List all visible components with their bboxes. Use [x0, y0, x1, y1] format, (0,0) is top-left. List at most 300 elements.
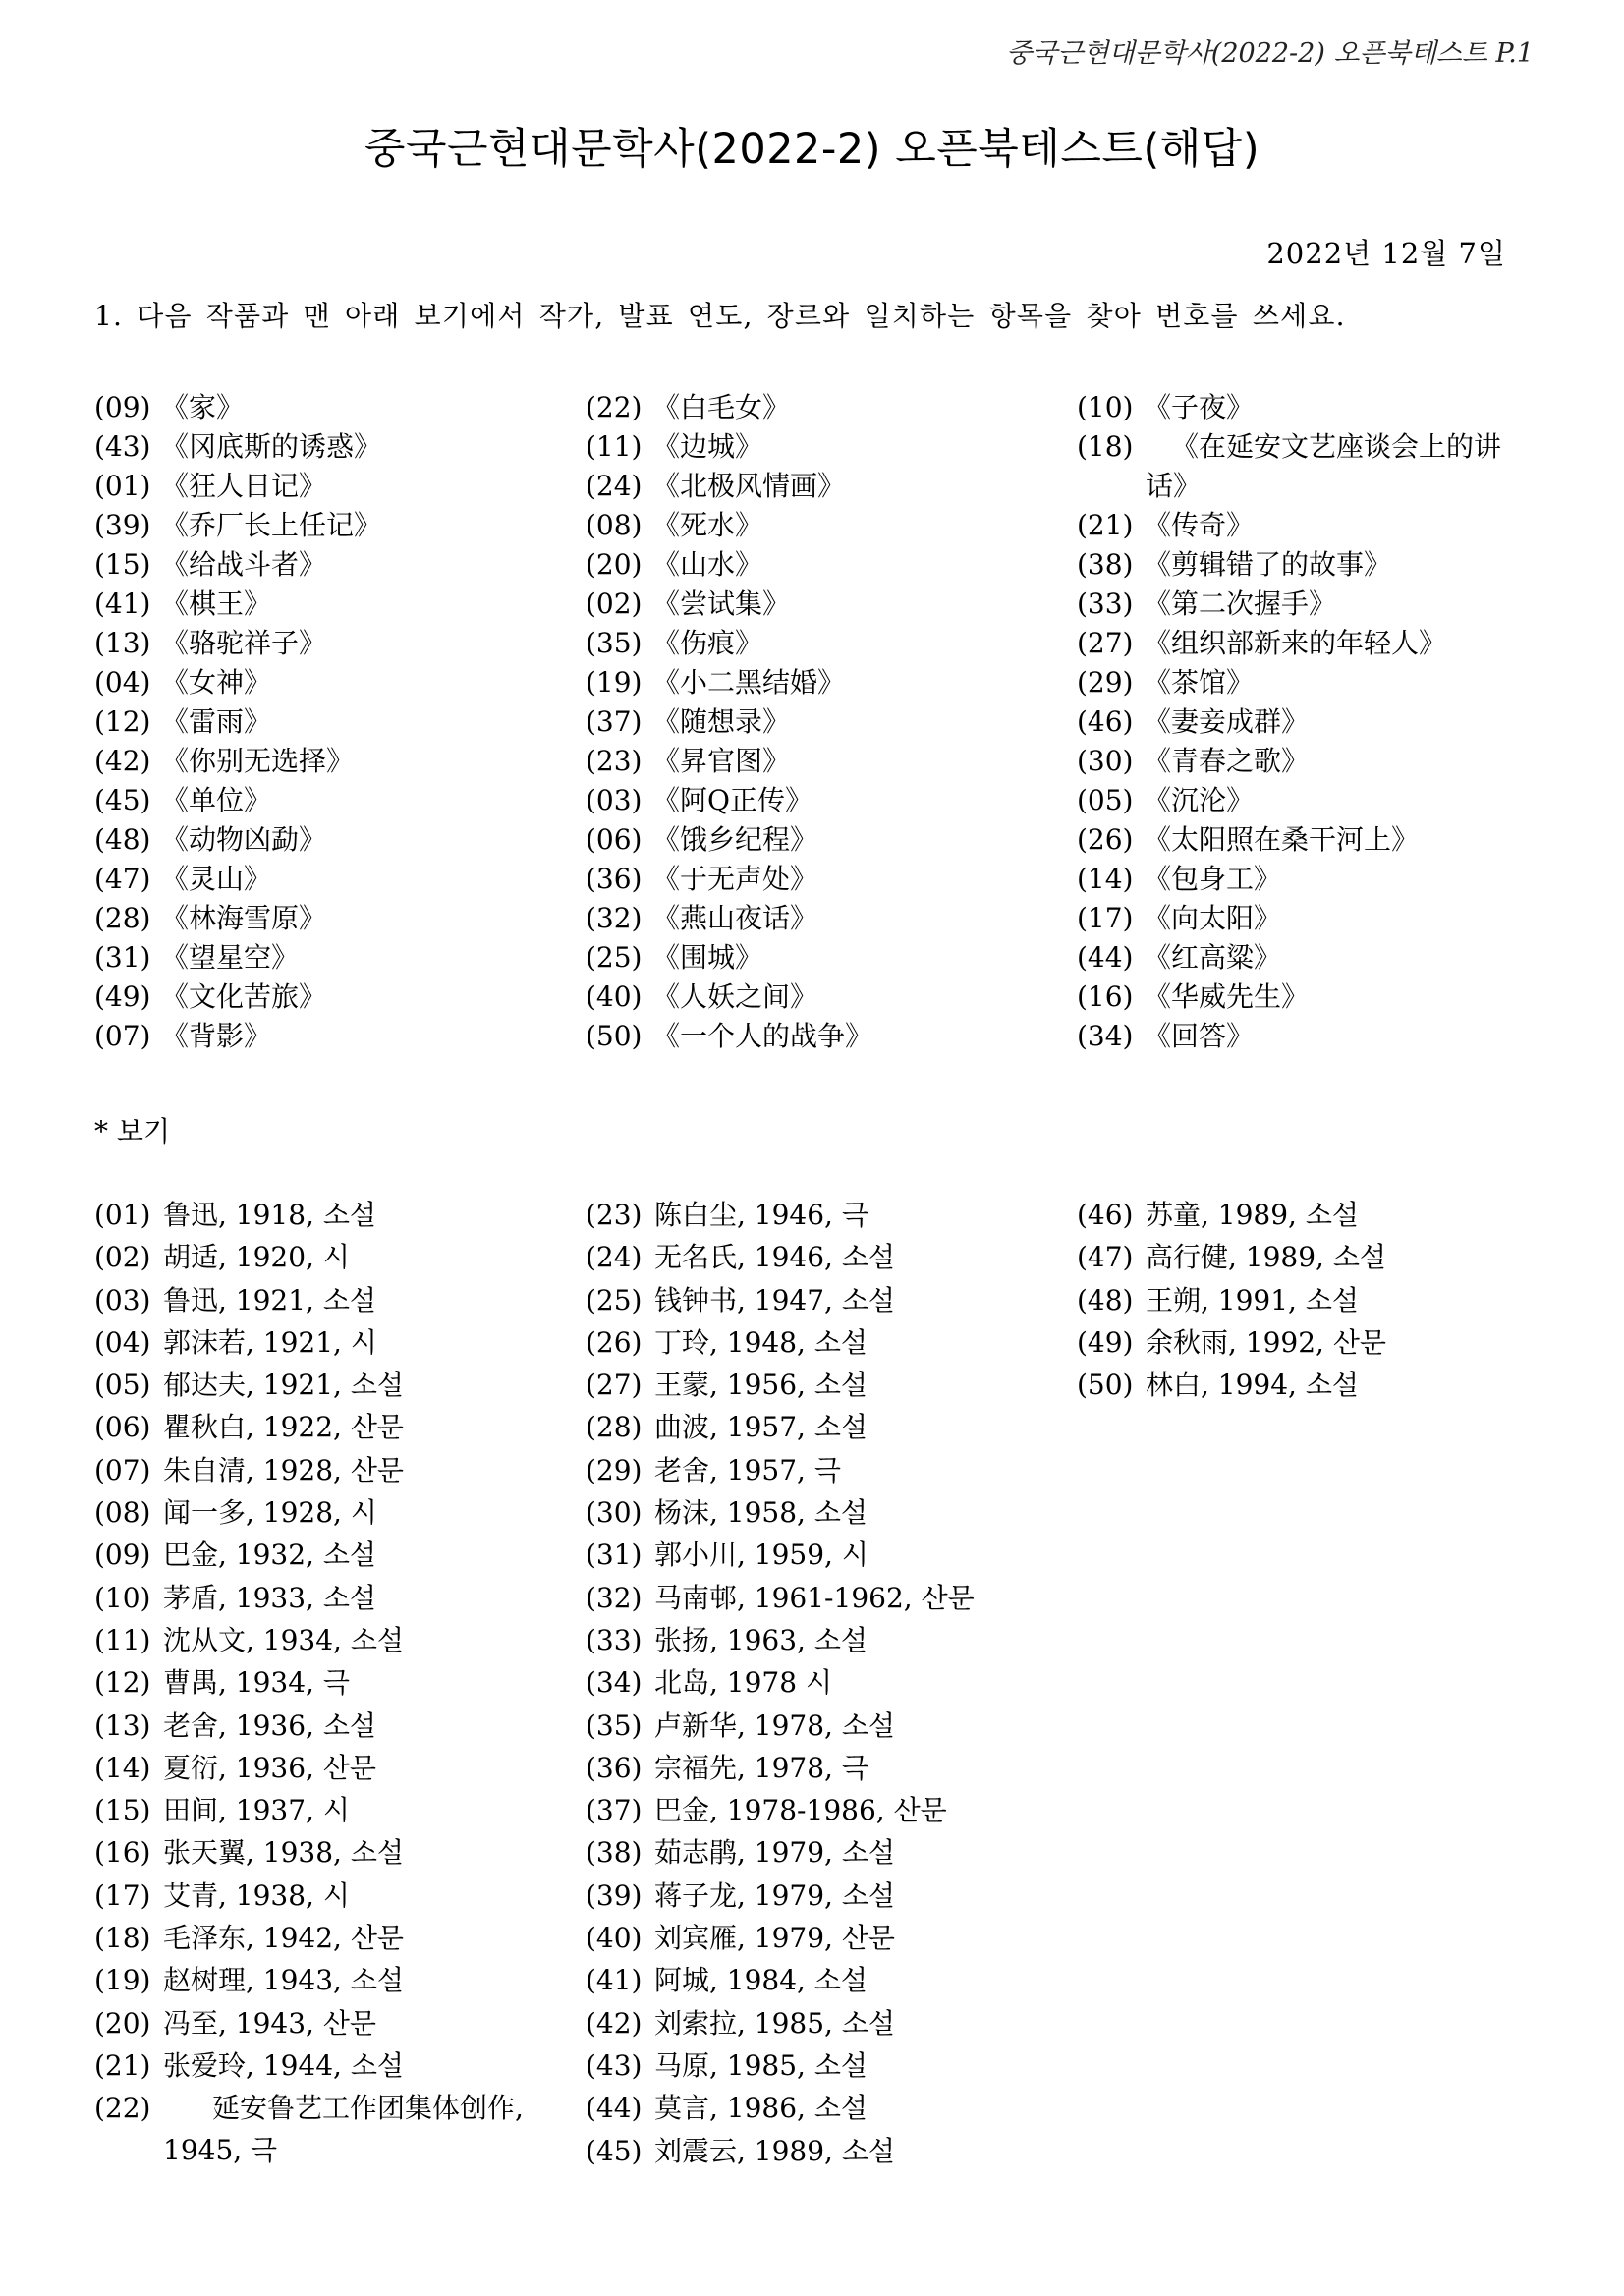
- option-item: [586, 1705, 1077, 1747]
- work-item: [586, 860, 1077, 899]
- option-text: 杨沫, 1958, 소설: [654, 1496, 868, 1530]
- work-title: 《伤痕》: [652, 627, 763, 659]
- work-item: [586, 899, 1077, 938]
- work-answer-number: (50): [586, 1020, 643, 1052]
- option-text: 苏童, 1989, 소설: [1146, 1199, 1359, 1231]
- option-item: [94, 1959, 586, 2001]
- work-title: 《于无声处》: [652, 863, 818, 895]
- option-text: 闻一多, 1928, 시: [163, 1496, 377, 1530]
- option-text: 马原, 1985, 소설: [654, 2048, 868, 2082]
- work-answer-number: (10): [1077, 391, 1134, 423]
- work-item: [586, 663, 1077, 702]
- work-item: [94, 938, 586, 978]
- work-answer-number: (13): [94, 627, 151, 659]
- work-item: [94, 545, 586, 585]
- option-number: (07): [94, 1453, 151, 1486]
- option-item: [586, 1619, 1077, 1661]
- work-item: [1077, 388, 1548, 427]
- work-title: 《女神》: [161, 666, 272, 699]
- option-text: 刘索拉, 1985, 소설: [654, 2006, 895, 2040]
- work-item: [1077, 899, 1548, 938]
- option-number: (05): [94, 1369, 151, 1402]
- option-text: 丁玲, 1948, 소설: [654, 1325, 868, 1359]
- work-item: [1077, 978, 1548, 1017]
- option-text: 毛泽东, 1942, 산문: [163, 1922, 404, 1955]
- option-text: 胡适, 1920, 시: [163, 1241, 350, 1274]
- work-answer-number: (17): [1077, 902, 1134, 934]
- option-item: [586, 1831, 1077, 1874]
- option-number: (10): [94, 1581, 151, 1614]
- work-answer-number: (15): [94, 548, 151, 581]
- work-title: 《给战斗者》: [161, 548, 327, 581]
- option-number: (29): [586, 1453, 643, 1486]
- work-item: [1077, 506, 1548, 545]
- work-item: [94, 663, 586, 702]
- option-item: [586, 1875, 1077, 1917]
- options-label: * 보기: [94, 1115, 170, 1148]
- work-title: 《家》: [161, 391, 245, 423]
- option-item: [586, 1959, 1077, 2001]
- work-answer-number: (16): [1077, 980, 1134, 1013]
- question-1-text: 1. 다음 작품과 맨 아래 보기에서 작가, 발표 연도, 장르와 일치하는 항목을 찾아 번호를 쓰세요.: [94, 300, 1346, 332]
- work-item: [586, 781, 1077, 820]
- work-title: 《子夜》: [1144, 391, 1255, 423]
- option-text: 曹禺, 1934, 극: [163, 1666, 350, 1700]
- option-item: [94, 1917, 586, 1959]
- work-title: 《乔厂长上任记》: [161, 509, 382, 541]
- work-item: [1077, 860, 1548, 899]
- work-answer-number: (11): [586, 430, 643, 463]
- option-item: [1077, 1194, 1548, 1236]
- work-answer-number: (21): [1077, 509, 1134, 541]
- option-item: [94, 1875, 586, 1917]
- option-text: 宗福先, 1978, 극: [654, 1751, 868, 1784]
- work-item: [94, 978, 586, 1017]
- work-answer-number: (34): [1077, 1020, 1134, 1052]
- work-item: [1077, 820, 1548, 860]
- options-column-2: [586, 1194, 1077, 2172]
- works-column-2: [586, 388, 1077, 1056]
- option-item: [586, 2002, 1077, 2044]
- option-number: (24): [586, 1241, 643, 1274]
- work-item: [94, 899, 586, 938]
- option-number: (19): [94, 1964, 151, 1997]
- option-number: (39): [586, 1878, 643, 1912]
- option-text: 老舍, 1957, 극: [654, 1453, 841, 1486]
- work-item: [94, 427, 586, 467]
- options-column-3: [1077, 1194, 1548, 1406]
- option-number: (23): [586, 1199, 643, 1231]
- work-item: [1077, 663, 1548, 702]
- work-answer-number: (40): [586, 980, 643, 1013]
- option-text: 张爱玲, 1944, 소설: [163, 2048, 404, 2082]
- option-text: 钱钟书, 1947, 소설: [654, 1283, 895, 1316]
- option-text: 曲波, 1957, 소설: [654, 1411, 868, 1444]
- work-title: 《北极风情画》: [652, 470, 846, 502]
- option-number: (06): [94, 1411, 151, 1444]
- work-item: [94, 1017, 586, 1056]
- work-item: [586, 388, 1077, 427]
- work-item: [586, 1017, 1077, 1056]
- option-number: (35): [586, 1708, 643, 1742]
- option-item: [94, 1491, 586, 1534]
- option-number: (45): [586, 2134, 643, 2167]
- option-number: (36): [586, 1751, 643, 1784]
- option-number: (01): [94, 1199, 151, 1231]
- work-title: 《人妖之间》: [652, 980, 818, 1013]
- work-answer-number: (29): [1077, 666, 1134, 699]
- work-title: 《组织部新来的年轻人》: [1144, 627, 1447, 659]
- option-number: (21): [94, 2048, 151, 2082]
- option-text: 瞿秋白, 1922, 산문: [163, 1411, 404, 1444]
- work-answer-number: (05): [1077, 784, 1134, 816]
- work-title: 《山水》: [652, 548, 763, 581]
- work-title: 《文化苦旅》: [161, 980, 327, 1013]
- option-item: [94, 1406, 586, 1448]
- option-text: 莫言, 1986, 소설: [654, 2092, 868, 2125]
- work-title: 《包身工》: [1144, 863, 1282, 895]
- option-number: (37): [586, 1794, 643, 1827]
- option-item: [586, 1534, 1077, 1576]
- option-text: 郁达夫, 1921, 소설: [163, 1369, 404, 1402]
- work-item: [94, 781, 586, 820]
- option-item: [586, 1917, 1077, 1959]
- work-item: [94, 820, 586, 860]
- option-item: [94, 1449, 586, 1491]
- work-answer-number: (23): [586, 745, 643, 777]
- option-item: [1077, 1279, 1548, 1321]
- work-answer-number: (36): [586, 863, 643, 895]
- work-item: [586, 585, 1077, 624]
- work-title: 《华威先生》: [1144, 980, 1310, 1013]
- work-title: 《你别无选择》: [161, 745, 355, 777]
- option-item: [94, 1577, 586, 1619]
- work-answer-number: (28): [94, 902, 151, 934]
- work-answer-number: (45): [94, 784, 151, 816]
- work-answer-number: (07): [94, 1020, 151, 1052]
- work-item: [94, 467, 586, 506]
- option-item: [586, 1577, 1077, 1619]
- work-title: 《青春之歌》: [1144, 745, 1310, 777]
- option-number: (43): [586, 2048, 643, 2082]
- option-text: 夏衍, 1936, 산문: [163, 1751, 376, 1784]
- work-answer-number: (14): [1077, 863, 1134, 895]
- option-item: [586, 2087, 1077, 2129]
- work-title: 《单位》: [161, 784, 272, 816]
- option-item: [586, 2044, 1077, 2087]
- option-text: 蒋子龙, 1979, 소설: [654, 1878, 895, 1912]
- option-number: (50): [1077, 1369, 1134, 1402]
- work-answer-number: (42): [94, 745, 151, 777]
- option-item: [94, 2087, 586, 2171]
- option-item: [586, 1661, 1077, 1704]
- option-text: 阿城, 1984, 소설: [654, 1964, 868, 1997]
- page-title: 중국근현대문학사(2022-2) 오픈북테스트(해답): [364, 125, 1260, 174]
- works-column-1: [94, 388, 586, 1056]
- work-title: 《随想录》: [652, 705, 791, 738]
- work-answer-number: (01): [94, 470, 151, 502]
- option-number: (02): [94, 1241, 151, 1274]
- work-item: [586, 624, 1077, 663]
- work-item: [94, 388, 586, 427]
- work-title-continued: 话》: [1146, 470, 1202, 502]
- work-item: [1077, 938, 1548, 978]
- option-number: (11): [94, 1623, 151, 1656]
- work-title: 《红高粱》: [1144, 941, 1282, 974]
- option-item: [94, 1661, 586, 1704]
- option-text: 鲁迅, 1918, 소설: [163, 1199, 376, 1231]
- option-text: 无名氏, 1946, 소설: [654, 1241, 895, 1274]
- work-answer-number: (41): [94, 588, 151, 620]
- page-header: 중국근현대문학사(2022-2) 오픈북테스트 P.1: [1006, 38, 1534, 69]
- work-title: 《围城》: [652, 941, 763, 974]
- option-item: [94, 1619, 586, 1661]
- work-answer-number: (43): [94, 430, 151, 463]
- works-column-3: [1077, 388, 1548, 1056]
- work-item: [586, 506, 1077, 545]
- work-answer-number: (48): [94, 823, 151, 856]
- work-answer-number: (04): [94, 666, 151, 699]
- work-title: 《雷雨》: [161, 705, 272, 738]
- option-item: [94, 1831, 586, 1874]
- option-text: 王蒙, 1956, 소설: [654, 1369, 868, 1402]
- work-item: [94, 585, 586, 624]
- work-answer-number: (30): [1077, 745, 1134, 777]
- work-title: 《林海雪原》: [161, 902, 327, 934]
- option-number: (38): [586, 1836, 643, 1870]
- work-answer-number: (26): [1077, 823, 1134, 856]
- work-title: 《棋王》: [161, 588, 272, 620]
- option-number: (44): [586, 2092, 643, 2125]
- work-title: 《骆驼祥子》: [161, 627, 327, 659]
- work-answer-number: (47): [94, 863, 151, 895]
- work-title: 《饿乡纪程》: [652, 823, 818, 856]
- work-answer-number: (32): [586, 902, 643, 934]
- work-title: 《燕山夜话》: [652, 902, 818, 934]
- work-answer-number: (49): [94, 980, 151, 1013]
- work-answer-number: (20): [586, 548, 643, 581]
- work-answer-number: (44): [1077, 941, 1134, 974]
- option-text: 余秋雨, 1992, 산문: [1146, 1325, 1386, 1359]
- option-item: [586, 1491, 1077, 1534]
- work-answer-number: (39): [94, 509, 151, 541]
- work-answer-number: (18): [1077, 430, 1134, 463]
- work-answer-number: (25): [586, 941, 643, 974]
- option-number: (22): [94, 2092, 151, 2125]
- options-column-1-items: [94, 1194, 586, 2087]
- work-item: [586, 545, 1077, 585]
- option-item: [586, 1747, 1077, 1789]
- option-text: 鲁迅, 1921, 소설: [163, 1283, 376, 1316]
- option-number: (25): [586, 1283, 643, 1316]
- option-number: (32): [586, 1581, 643, 1614]
- option-item: [94, 1364, 586, 1406]
- work-title: 《边城》: [652, 430, 763, 463]
- option-number: (46): [1077, 1199, 1134, 1231]
- option-number: (20): [94, 2006, 151, 2040]
- option-item: [586, 1449, 1077, 1491]
- option-item: [586, 1364, 1077, 1406]
- option-text: 林白, 1994, 소설: [1146, 1369, 1359, 1402]
- work-title: 《回答》: [1144, 1020, 1255, 1052]
- work-title: 《望星空》: [161, 941, 300, 974]
- work-answer-number: (22): [586, 391, 643, 423]
- options-column-1: [94, 1194, 586, 2171]
- work-answer-number: (19): [586, 666, 643, 699]
- option-item: [586, 1236, 1077, 1278]
- option-number: (03): [94, 1283, 151, 1316]
- option-number: (48): [1077, 1283, 1134, 1316]
- option-number: (12): [94, 1666, 151, 1700]
- option-item: [94, 2002, 586, 2044]
- work-item: [586, 467, 1077, 506]
- work-answer-number: (27): [1077, 627, 1134, 659]
- option-item: [94, 1534, 586, 1576]
- work-item: [586, 742, 1077, 781]
- work-item: [94, 860, 586, 899]
- option-text: 巴金, 1978-1986, 산문: [654, 1794, 947, 1827]
- work-title: 《白毛女》: [652, 391, 791, 423]
- option-text: 郭沫若, 1921, 시: [163, 1325, 377, 1359]
- work-title: 《茶馆》: [1144, 666, 1255, 699]
- option-item: [586, 1789, 1077, 1831]
- option-text: 张扬, 1963, 소설: [654, 1623, 868, 1656]
- option-number: (49): [1077, 1325, 1134, 1359]
- option-item: [94, 1747, 586, 1789]
- work-title: 《冈底斯的诱惑》: [161, 430, 382, 463]
- work-item: [586, 820, 1077, 860]
- work-title: 《昇官图》: [652, 745, 791, 777]
- option-text: 沈从文, 1934, 소설: [163, 1623, 404, 1656]
- work-title: 《阿Q正传》: [652, 784, 812, 816]
- work-title: 《太阳照在桑干河上》: [1144, 823, 1420, 856]
- work-title: 《狂人日记》: [161, 470, 327, 502]
- work-item: [1077, 624, 1548, 663]
- option-number: (31): [586, 1539, 643, 1572]
- work-title: 《在延安文艺座谈会上的讲: [1171, 430, 1502, 463]
- work-title: 《沉沦》: [1144, 784, 1255, 816]
- option-number: (28): [586, 1411, 643, 1444]
- work-item: [586, 702, 1077, 742]
- option-text: 王朔, 1991, 소설: [1146, 1283, 1359, 1316]
- work-item: [1077, 742, 1548, 781]
- work-item: [94, 742, 586, 781]
- work-answer-number: (24): [586, 470, 643, 502]
- works-column-3-bottom: [1077, 506, 1548, 1056]
- option-number: (34): [586, 1666, 643, 1700]
- option-item: [94, 1789, 586, 1831]
- option-number: (13): [94, 1708, 151, 1742]
- option-item: [586, 1321, 1077, 1364]
- option-item: [94, 2044, 586, 2087]
- option-text: 陈白尘, 1946, 극: [654, 1199, 868, 1231]
- option-number: (40): [586, 1922, 643, 1955]
- work-item: [1077, 781, 1548, 820]
- option-number: (30): [586, 1496, 643, 1530]
- option-text: 卢新华, 1978, 소설: [654, 1708, 895, 1742]
- work-answer-number: (38): [1077, 548, 1134, 581]
- option-item: [586, 1194, 1077, 1236]
- option-text: 赵树理, 1943, 소설: [163, 1964, 404, 1997]
- option-item: [1077, 1321, 1548, 1364]
- option-item: [94, 1236, 586, 1278]
- option-item: [586, 1406, 1077, 1448]
- option-text: 老舍, 1936, 소설: [163, 1708, 376, 1742]
- work-item: [94, 624, 586, 663]
- option-number: (18): [94, 1922, 151, 1955]
- option-text: 茹志鹃, 1979, 소설: [654, 1836, 895, 1870]
- option-item: [94, 1279, 586, 1321]
- work-answer-number: (09): [94, 391, 151, 423]
- option-number: (42): [586, 2006, 643, 2040]
- option-item: [586, 1279, 1077, 1321]
- work-title: 《第二次握手》: [1144, 588, 1337, 620]
- work-item: [94, 702, 586, 742]
- option-number: (33): [586, 1623, 643, 1656]
- work-title: 《背影》: [161, 1020, 272, 1052]
- work-item: [1077, 702, 1548, 742]
- option-text: 张天翼, 1938, 소설: [163, 1836, 404, 1870]
- option-text: 巴金, 1932, 소설: [163, 1539, 376, 1572]
- option-text: 高行健, 1989, 소설: [1146, 1241, 1386, 1274]
- work-title: 《动物凶勐》: [161, 823, 327, 856]
- option-text: 茅盾, 1933, 소설: [163, 1581, 376, 1614]
- work-item: [1077, 1017, 1548, 1056]
- work-answer-number: (08): [586, 509, 643, 541]
- option-text: 刘震云, 1989, 소설: [654, 2134, 895, 2167]
- work-item: [586, 427, 1077, 467]
- work-title: 《灵山》: [161, 863, 272, 895]
- option-number: (14): [94, 1751, 151, 1784]
- work-title: 《尝试集》: [652, 588, 791, 620]
- work-title: 《传奇》: [1144, 509, 1255, 541]
- option-text: 艾青, 1938, 시: [163, 1878, 350, 1912]
- option-number: (16): [94, 1836, 151, 1870]
- work-item: [586, 938, 1077, 978]
- option-number: (27): [586, 1369, 643, 1402]
- exam-date: 2022년 12월 7일: [1266, 237, 1506, 270]
- option-item: [586, 2130, 1077, 2172]
- work-answer-number: (02): [586, 588, 643, 620]
- option-number: (08): [94, 1496, 151, 1530]
- work-title: 《妻妾成群》: [1144, 705, 1310, 738]
- option-number: (47): [1077, 1241, 1134, 1274]
- work-answer-number: (03): [586, 784, 643, 816]
- option-item: [1077, 1236, 1548, 1278]
- work-answer-number: (31): [94, 941, 151, 974]
- work-title: 《小二黑结婚》: [652, 666, 846, 699]
- work-answer-number: (37): [586, 705, 643, 738]
- work-answer-number: (35): [586, 627, 643, 659]
- option-text-continued: 1945, 극: [163, 2134, 278, 2167]
- work-title: 《向太阳》: [1144, 902, 1282, 934]
- option-number: (26): [586, 1325, 643, 1359]
- option-item: [94, 1705, 586, 1747]
- work-answer-number: (12): [94, 705, 151, 738]
- option-item: [94, 1194, 586, 1236]
- option-number: (09): [94, 1539, 151, 1572]
- work-title: 《剪辑错了的故事》: [1144, 548, 1392, 581]
- work-answer-number: (33): [1077, 588, 1134, 620]
- option-text: 冯至, 1943, 산문: [163, 2006, 376, 2040]
- work-item: [586, 978, 1077, 1017]
- option-number: (15): [94, 1794, 151, 1827]
- work-title: 《一个人的战争》: [652, 1020, 873, 1052]
- option-number: (04): [94, 1325, 151, 1359]
- option-item: [94, 1321, 586, 1364]
- work-item: [1077, 427, 1548, 506]
- option-text: 延安鲁艺工作团集体创作,: [212, 2092, 524, 2125]
